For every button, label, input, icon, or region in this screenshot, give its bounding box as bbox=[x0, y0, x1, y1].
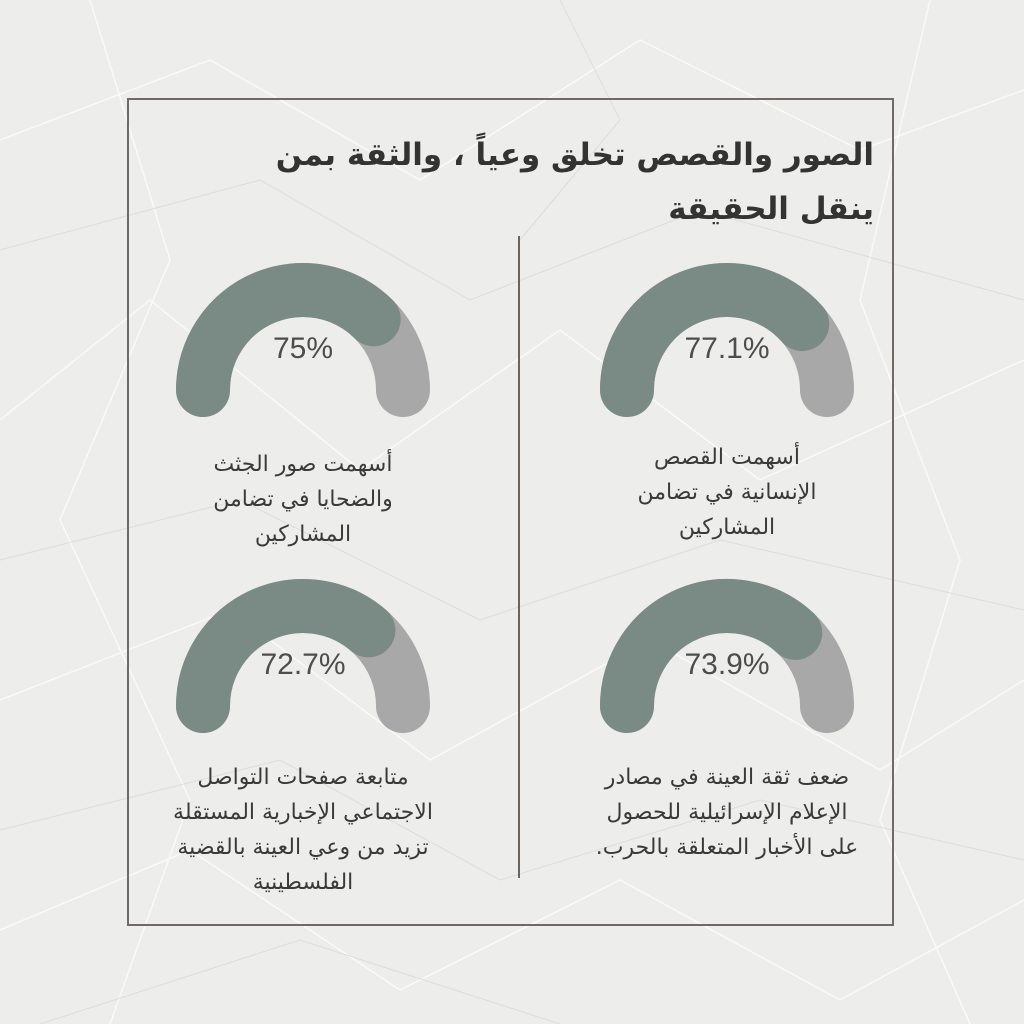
gauge-caption: متابعة صفحات التواصل الاجتماعي الإخبارية المستقلة تزيد من وعي العينة بالقضية الفلسطينية bbox=[173, 765, 433, 895]
gauge-percentage-label: 73.9% bbox=[684, 648, 770, 681]
gauge-caption: أسهمت صور الجثث والضحايا في تضامن المشاركين bbox=[213, 452, 393, 547]
gauge-caption: أسهمت القصص الإنسانية في تضامن المشاركين bbox=[637, 445, 817, 540]
column-divider bbox=[518, 236, 520, 878]
page-title: الصور والقصص تخلق وعياً ، والثقة بمن ينقل الحقيقة bbox=[275, 137, 874, 227]
gauge-77-1 bbox=[597, 260, 857, 420]
gauge-percentage-label: 77.1% bbox=[684, 332, 770, 365]
gauge-73-9 bbox=[597, 576, 857, 736]
gauge-percentage-label: 72.7% bbox=[260, 648, 346, 681]
gauge-72-7 bbox=[173, 576, 433, 736]
gauge-caption: ضعف ثقة العينة في مصادر الإعلام الإسرائيلية للحصول على الأخبار المتعلقة بالحرب. bbox=[595, 765, 859, 860]
gauge-75 bbox=[173, 260, 433, 420]
gauge-percentage-label: 75% bbox=[272, 332, 334, 365]
